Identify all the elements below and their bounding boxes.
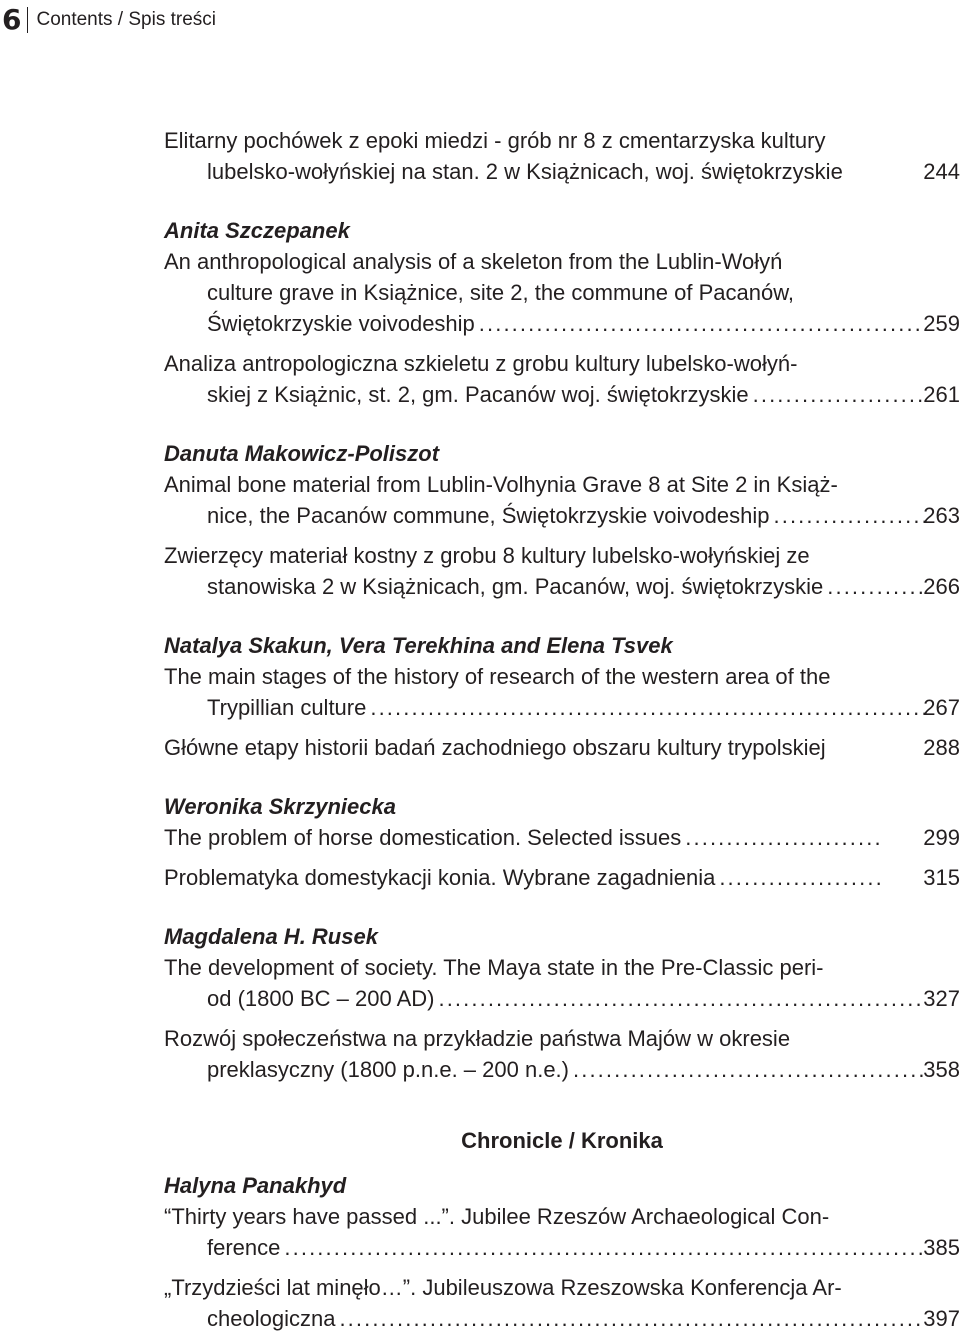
toc-entry[interactable]	[164, 125, 960, 187]
toc-entry[interactable]	[164, 246, 960, 339]
toc-entry-title-line: culture grave in Książnice, site 2, the commune of Pacanów,	[207, 280, 794, 305]
toc-entry-title-line: „Trzydzieści lat minęło…”. Jubileuszowa Rzeszowska Konferencja Ar-	[164, 1275, 842, 1300]
toc-page-number: 299	[923, 825, 960, 850]
toc-page-number: 288	[923, 735, 960, 760]
toc-entry[interactable]	[164, 661, 960, 723]
toc-entry-title-line: cheologiczna . . .	[164, 1303, 925, 1334]
toc-page-number: 261	[923, 382, 960, 407]
toc-author: Magdalena H. Rusek	[164, 924, 378, 949]
toc-entry-title-line: Animal bone material from Lublin-Volhynia Grave 8 at Site 2 in Książ-	[164, 472, 838, 497]
toc-entry-title-line: skiej z Książnic, st. 2, gm. Pacanów woj. świętokrzyskie . . .	[164, 379, 925, 410]
toc-entry-title-line: od (1800 BC – 200 AD) . . .	[164, 983, 925, 1014]
toc-author: Halyna Panakhyd	[164, 1173, 347, 1198]
toc-page-number: 358	[923, 1057, 960, 1082]
toc-entry[interactable]	[164, 1023, 960, 1085]
toc-entry-title-line: Analiza antropologiczna szkieletu z grobu kultury lubelsko-wołyń-	[164, 351, 798, 376]
toc-entry[interactable]	[164, 540, 960, 602]
toc-entry[interactable]	[164, 469, 960, 531]
toc-page-number: 267	[923, 695, 960, 720]
toc-entry[interactable]	[164, 822, 960, 853]
page-number: 6	[2, 3, 22, 36]
toc-entry-title-line: ference . . .	[164, 1232, 925, 1263]
toc-entry-title-line: Elitarny pochówek z epoki miedzi - grób nr 8 z cmentarzyska kultury	[164, 128, 826, 153]
toc-entry-title-line: Problematyka domestykacji konia. Wybrane zagadnienia . . .	[164, 862, 882, 893]
table-of-contents	[164, 125, 960, 1334]
toc-entry-title-line: nice, the Pacanów commune, Świętokrzyskie voivodeship . . .	[164, 500, 925, 531]
toc-entry-title-line: The development of society. The Maya state in the Pre-Classic peri-	[164, 955, 824, 980]
toc-author: Weronika Skrzyniecka	[164, 794, 396, 819]
toc-entry-title-line: lubelsko-wołyńskiej na stan. 2 w Książnicach, woj. świętokrzyskie	[207, 159, 843, 184]
toc-entry[interactable]	[164, 348, 960, 410]
toc-page-number: 385	[923, 1235, 960, 1260]
toc-page-number: 259	[923, 311, 960, 336]
toc-page-number: 397	[923, 1306, 960, 1331]
toc-entry-title-line: preklasyczny (1800 p.n.e. – 200 n.e.) . . .	[164, 1054, 925, 1085]
toc-entry-title-line: The problem of horse domestication. Selected issues . . .	[164, 822, 882, 853]
toc-entry[interactable]	[164, 1272, 960, 1334]
toc-page-number: 263	[923, 503, 960, 528]
toc-entry[interactable]	[164, 862, 960, 893]
toc-entry-title-line: “Thirty years have passed ...”. Jubilee Rzeszów Archaeological Con-	[164, 1204, 830, 1229]
section-heading-chronicle: Chronicle / Kronika	[461, 1128, 663, 1153]
toc-entry-title-line: An anthropological analysis of a skeleton from the Lublin-Wołyń	[164, 249, 783, 274]
toc-entry-title-line: Główne etapy historii badań zachodniego obszaru kultury trypolskiej	[164, 735, 826, 760]
toc-entry[interactable]	[164, 952, 960, 1014]
toc-entry-title-line: stanowiska 2 w Książnicach, gm. Pacanów, woj. świętokrzyskie . . .	[164, 571, 925, 602]
toc-entry[interactable]	[164, 732, 960, 763]
header-divider	[27, 7, 28, 33]
running-header	[0, 0, 960, 40]
running-head-title: Contents / Spis treści	[36, 9, 217, 30]
toc-page-number: 244	[923, 159, 960, 184]
toc-entry-title-line: Zwierzęcy materiał kostny z grobu 8 kultury lubelsko-wołyńskiej ze	[164, 543, 810, 568]
toc-entry-title-line: Trypillian culture . . .	[164, 692, 925, 723]
toc-author: Natalya Skakun, Vera Terekhina and Elena Tsvek	[164, 633, 673, 658]
toc-entry[interactable]	[164, 1201, 960, 1263]
toc-entry-title-line: The main stages of the history of research of the western area of the	[164, 664, 831, 689]
toc-author: Danuta Makowicz-Poliszot	[164, 441, 440, 466]
toc-entry-title-line: Świętokrzyskie voivodeship . . .	[164, 308, 925, 339]
toc-author: Anita Szczepanek	[164, 218, 350, 243]
toc-entry-title-line: Rozwój społeczeństwa na przykładzie państwa Majów w okresie	[164, 1026, 791, 1051]
toc-page-number: 315	[923, 865, 960, 890]
toc-page-number: 327	[923, 986, 960, 1011]
toc-page-number: 266	[923, 574, 960, 599]
